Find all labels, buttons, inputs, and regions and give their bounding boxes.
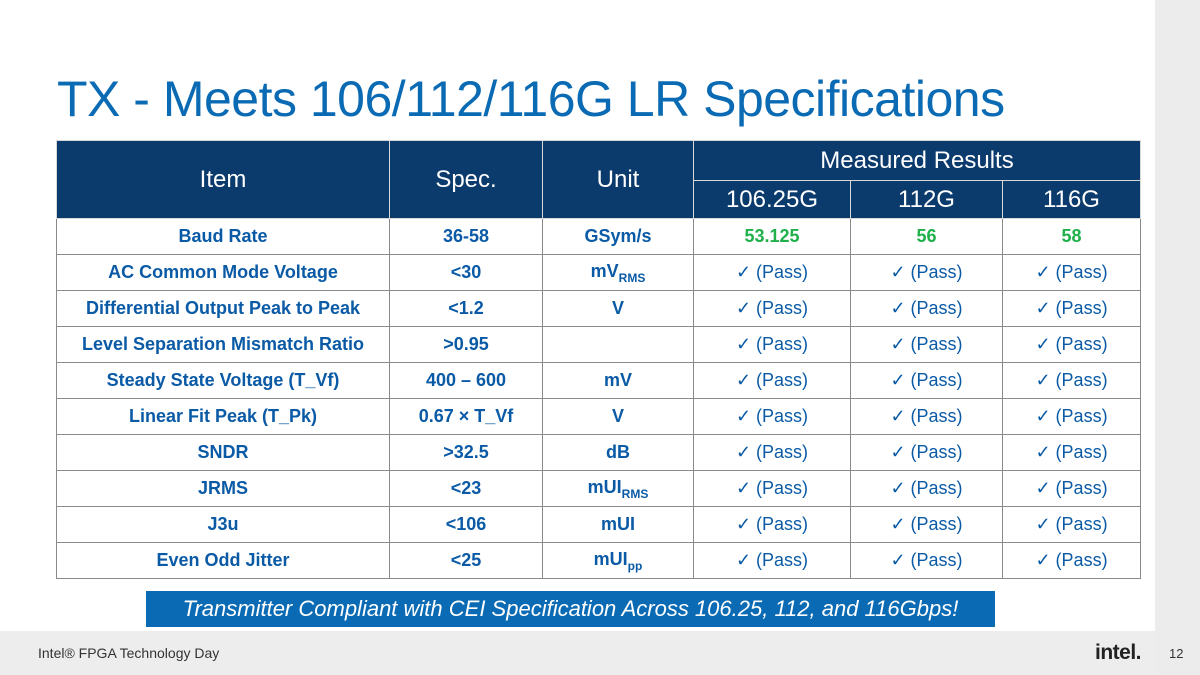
result-106: 53.125: [694, 219, 851, 255]
footer-event-name: Intel® FPGA Technology Day: [38, 645, 220, 661]
row-spec: 400 – 600: [390, 363, 543, 399]
row-unit: V: [543, 291, 694, 327]
header-measured-results: Measured Results: [694, 141, 1141, 181]
unit-text: mUI: [587, 476, 622, 497]
row-item: J3u: [57, 507, 390, 543]
table-row: [57, 255, 1141, 291]
result-106: ✓ (Pass): [694, 471, 851, 507]
row-item: Linear Fit Peak (T_Pk): [57, 399, 390, 435]
row-item: Level Separation Mismatch Ratio: [57, 327, 390, 363]
row-unit: [543, 543, 694, 579]
unit-text: mV: [590, 260, 619, 281]
compliance-banner: Transmitter Compliant with CEI Specification Across 106.25, 112, and 116Gbps!: [146, 591, 995, 627]
result-112: ✓ (Pass): [851, 543, 1003, 579]
result-112: ✓ (Pass): [851, 399, 1003, 435]
row-unit: [543, 327, 694, 363]
result-112: ✓ (Pass): [851, 327, 1003, 363]
row-spec: <23: [390, 471, 543, 507]
result-106: ✓ (Pass): [694, 255, 851, 291]
table-row: [57, 363, 1141, 399]
right-edge-panel: [1155, 0, 1200, 675]
result-112: ✓ (Pass): [851, 435, 1003, 471]
row-unit: V: [543, 399, 694, 435]
result-116: ✓ (Pass): [1003, 543, 1141, 579]
header-item: Item: [57, 141, 390, 219]
unit-subscript: RMS: [618, 270, 646, 285]
row-unit: mUI: [543, 507, 694, 543]
row-item: AC Common Mode Voltage: [57, 255, 390, 291]
result-112: ✓ (Pass): [851, 291, 1003, 327]
table-row: [57, 219, 1141, 255]
table-row: [57, 507, 1141, 543]
row-item: Steady State Voltage (T_Vf): [57, 363, 390, 399]
row-spec: 36-58: [390, 219, 543, 255]
slide-title: TX - Meets 106/112/116G LR Specifications: [57, 71, 1005, 127]
result-106: ✓ (Pass): [694, 435, 851, 471]
row-spec: 0.67 × T_Vf: [390, 399, 543, 435]
row-unit: dB: [543, 435, 694, 471]
result-106: ✓ (Pass): [694, 543, 851, 579]
result-106: ✓ (Pass): [694, 399, 851, 435]
spec-table: [56, 140, 1141, 579]
unit-subscript: RMS: [621, 486, 649, 501]
row-spec: <30: [390, 255, 543, 291]
row-spec: <1.2: [390, 291, 543, 327]
row-unit: mV: [543, 363, 694, 399]
header-rate-112: 112G: [851, 181, 1003, 219]
table-row: [57, 471, 1141, 507]
unit-text: mUI: [593, 548, 628, 569]
result-116: ✓ (Pass): [1003, 363, 1141, 399]
result-106: ✓ (Pass): [694, 291, 851, 327]
result-106: ✓ (Pass): [694, 507, 851, 543]
unit-subscript: pp: [627, 558, 643, 573]
row-item: SNDR: [57, 435, 390, 471]
result-116: ✓ (Pass): [1003, 471, 1141, 507]
result-112: ✓ (Pass): [851, 363, 1003, 399]
result-106: ✓ (Pass): [694, 363, 851, 399]
row-spec: >32.5: [390, 435, 543, 471]
row-unit: [543, 255, 694, 291]
header-rate-116: 116G: [1003, 181, 1141, 219]
row-item: JRMS: [57, 471, 390, 507]
result-106: ✓ (Pass): [694, 327, 851, 363]
table-row: [57, 399, 1141, 435]
result-116: ✓ (Pass): [1003, 255, 1141, 291]
table-row: [57, 291, 1141, 327]
intel-logo: intel.: [1095, 641, 1142, 664]
row-unit: [543, 471, 694, 507]
result-112: ✓ (Pass): [851, 255, 1003, 291]
header-spec: Spec.: [390, 141, 543, 219]
table-row: [57, 543, 1141, 579]
row-unit: GSym/s: [543, 219, 694, 255]
result-116: ✓ (Pass): [1003, 435, 1141, 471]
header-unit: Unit: [543, 141, 694, 219]
row-item: Differential Output Peak to Peak: [57, 291, 390, 327]
result-112: 56: [851, 219, 1003, 255]
result-112: ✓ (Pass): [851, 471, 1003, 507]
row-spec: >0.95: [390, 327, 543, 363]
result-112: ✓ (Pass): [851, 507, 1003, 543]
page-number: 12: [1169, 646, 1184, 661]
result-116: ✓ (Pass): [1003, 291, 1141, 327]
result-116: ✓ (Pass): [1003, 399, 1141, 435]
row-spec: <106: [390, 507, 543, 543]
row-item: Baud Rate: [57, 219, 390, 255]
table-row: [57, 435, 1141, 471]
row-item: Even Odd Jitter: [57, 543, 390, 579]
row-spec: <25: [390, 543, 543, 579]
table-row: [57, 327, 1141, 363]
result-116: ✓ (Pass): [1003, 327, 1141, 363]
header-rate-106: 106.25G: [694, 181, 851, 219]
result-116: ✓ (Pass): [1003, 507, 1141, 543]
result-116: 58: [1003, 219, 1141, 255]
